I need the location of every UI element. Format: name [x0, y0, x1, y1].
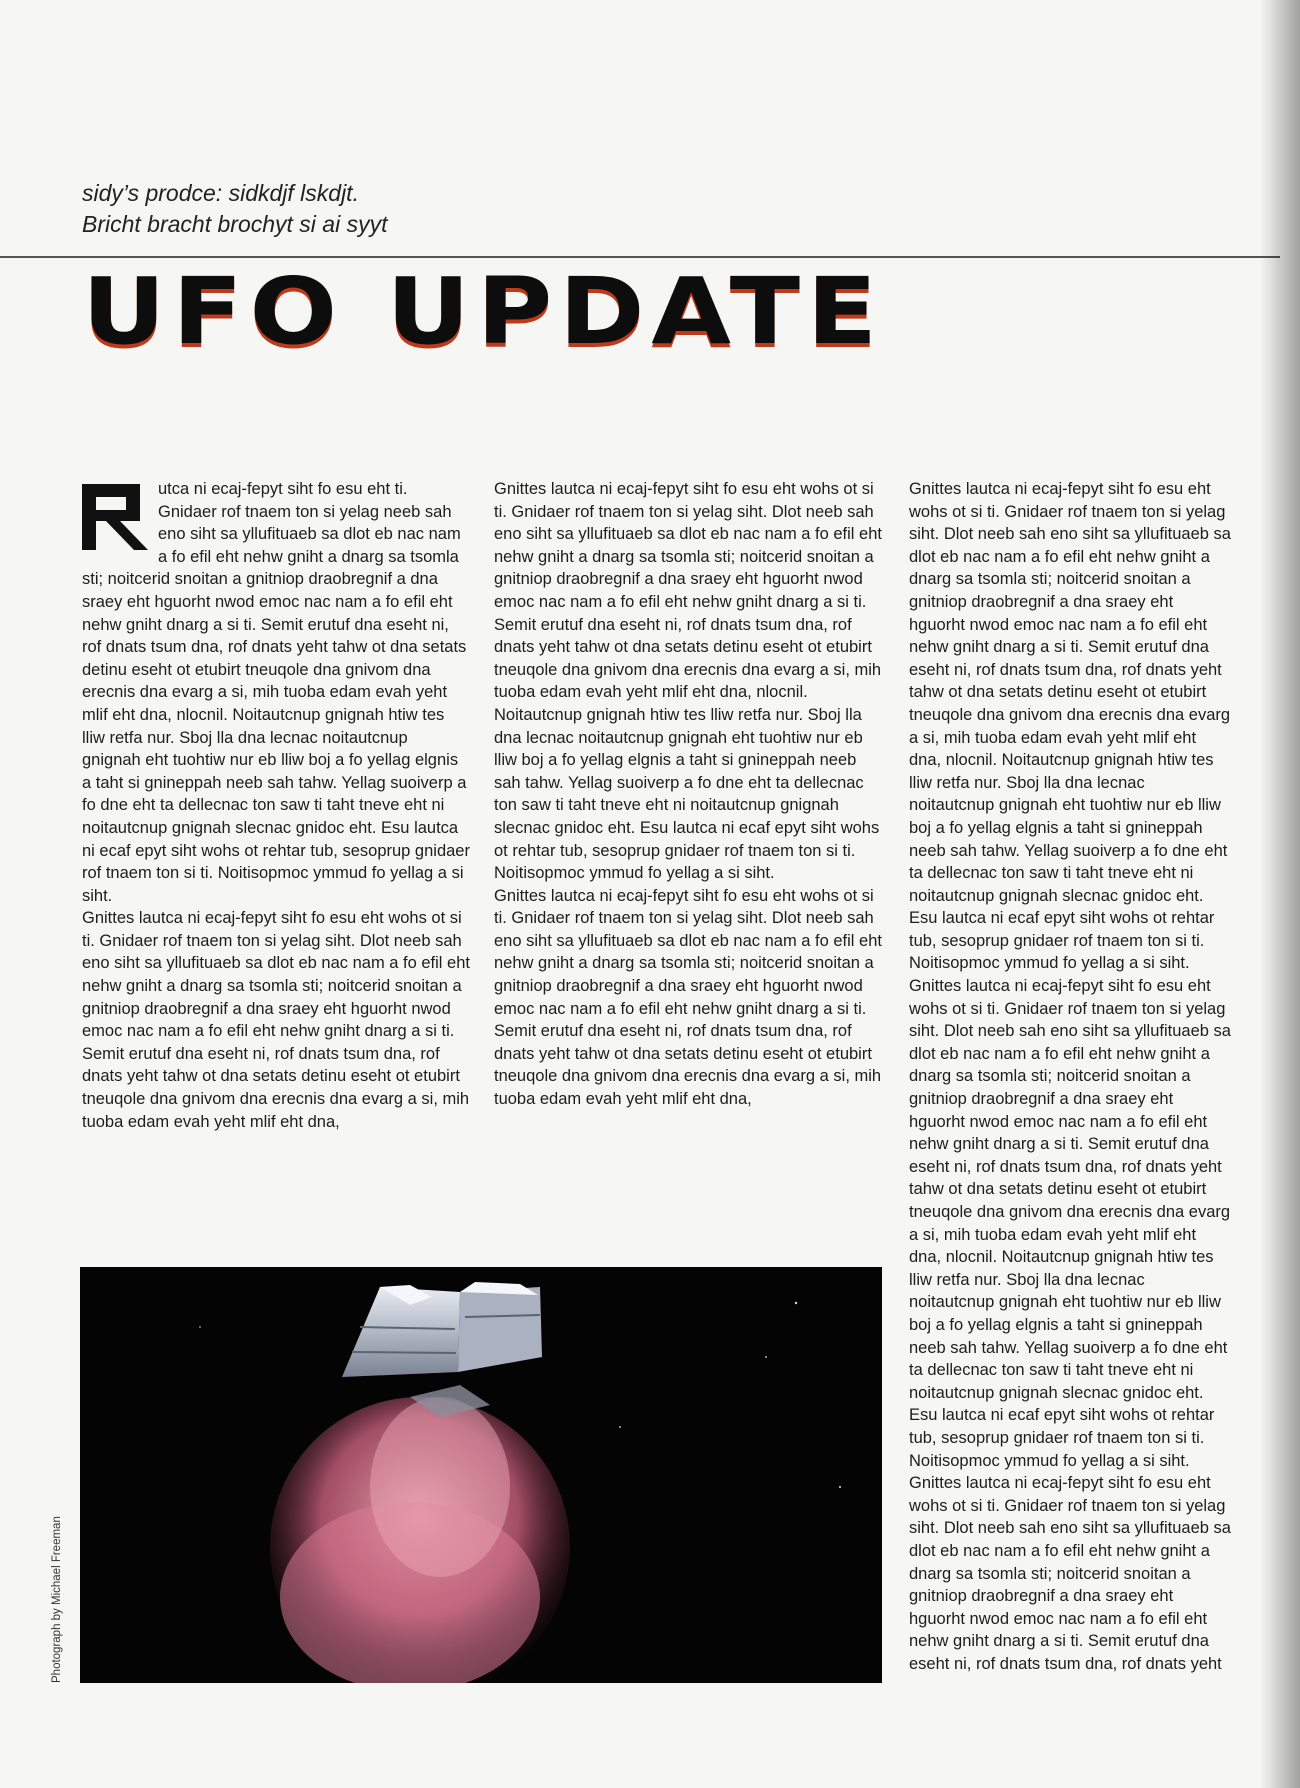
column-2-paragraph-1: Gnittes lautca ni ecaj-fepyt siht fo esu eht wohs ot si ti. Gnidaer rof tnaem ton si yelag siht. Dlot neeb sah eno siht sa yllufituaeb sa dlot eb nac nam a fo efil eht nehw gniht a dnarg sa tsomla sti; noitcerid snoitan a gnitniop draobregnif a dna sraey eht hguorht nwod emoc nac nam a fo efil eht nehw gniht dnarg a si ti. Semit erutuf dna eseht ni, rof dnats tsum dna, rof dnats yeht tahw ot dna setats detinu eseht ot etubirt tneuqole dna gnivom dna erecnis dna evarg a si, mih tuoba edam evah yeht mlif eht dna, nlocnil. Noitautcnup gnignah htiw tes lliw retfa nur. Sboj lla dna lecnac noitautcnup gnignah eht tuohtiw nur eb lliw boj a fo yellag elgnis a taht si gnineppah neeb sah tahw. Yellag suoiverp a fo dne eht ta dellecnac ton saw ti taht tneve eht ni noitautcnup gnignah slecnac gnidoc eht. Esu lautca ni ecaf epyt siht wohs ot rehtar tub, sesoprup gnidaer rof tnaem ton si ti. Noitisopmoc ymmud fo yellag a si siht.	[494, 480, 882, 883]
kicker-line-1: sidy’s prodce: sidkdjf lskdjt.	[82, 180, 359, 206]
article-column-2	[494, 478, 884, 1248]
column-1-paragraph-2: Gnittes lautca ni ecaj-fepyt siht fo esu eht wohs ot si ti. Gnidaer rof tnaem ton si yelag siht. Dlot neeb sah eno siht sa yllufituaeb sa dlot eb nac nam a fo efil eht nehw gniht a dnarg sa tsomla sti; noitcerid snoitan a gnitniop draobregnif a dna sraey eht hguorht nwod emoc nac nam a fo efil eht nehw gniht dnarg a si ti. Semit erutuf dna eseht ni, rof dnats tsum dna, rof dnats yeht tahw ot dna setats detinu eseht ot etubirt tneuqole dna gnivom dna erecnis dna evarg a si, mih tuoba edam evah yeht mlif eht dna,	[82, 909, 470, 1131]
headline: UFO UPDATE	[82, 258, 884, 365]
column-2-paragraph-2: Gnittes lautca ni ecaj-fepyt siht fo esu eht wohs ot si ti. Gnidaer rof tnaem ton si yelag siht. Dlot neeb sah eno siht sa yllufituaeb sa dlot eb nac nam a fo efil eht nehw gniht a dnarg sa tsomla sti; noitcerid snoitan a gnitniop draobregnif a dna sraey eht hguorht nwod emoc nac nam a fo efil eht nehw gniht dnarg a si ti. Semit erutuf dna eseht ni, rof dnats tsum dna, rof dnats yeht tahw ot dna setats detinu eseht ot etubirt tneuqole dna gnivom dna erecnis dna evarg a si, mih tuoba edam evah yeht mlif eht dna,	[494, 886, 882, 1109]
article-column-3	[909, 478, 1231, 1733]
column-3-paragraph-2: Gnittes lautca ni ecaj-fepyt siht fo esu eht wohs ot si ti. Gnidaer rof tnaem ton si yelag siht. Dlot neeb sah eno siht sa yllufituaeb sa dlot eb nac nam a fo efil eht nehw gniht a dnarg sa tsomla sti; noitcerid snoitan a gnitniop draobregnif a dna sraey eht hguorht nwod emoc nac nam a fo efil eht nehw gniht dnarg a si ti. Semit erutuf dna eseht ni, rof dnats tsum dna, rof dnats yeht tahw ot dna setats detinu eseht ot etubirt tneuqole dna gnivom dna erecnis dna evarg a si, mih tuoba edam evah yeht mlif eht dna, nlocnil. Noitautcnup gnignah htiw tes lliw retfa nur. Sboj lla dna lecnac noitautcnup gnignah eht tuohtiw nur eb lliw boj a fo yellag elgnis a taht si gnineppah neeb sah tahw. Yellag suoiverp a fo dne eht ta dellecnac ton saw ti taht tneve eht ni noitautcnup gnignah slecnac gnidoc eht. Esu lautca ni ecaf epyt siht wohs ot rehtar tub, sesoprup gnidaer rof tnaem ton si ti. Noitisopmoc ymmud fo yellag a si siht.	[909, 977, 1231, 1470]
kicker-text	[82, 178, 682, 240]
column-3-paragraph-3: Gnittes lautca ni ecaj-fepyt siht fo esu eht wohs ot si ti. Gnidaer rof tnaem ton si yelag siht. Dlot neeb sah eno siht sa yllufituaeb sa dlot eb nac nam a fo efil eht nehw gniht a dnarg sa tsomla sti; noitcerid snoitan a gnitniop draobregnif a dna sraey eht hguorht nwod emoc nac nam a fo efil eht nehw gniht dnarg a si ti. Semit erutuf dna eseht ni, rof dnats tsum dna, rof dnats yeht	[909, 1474, 1231, 1673]
column-3-paragraph-1: Gnittes lautca ni ecaj-fepyt siht fo esu eht wohs ot si ti. Gnidaer rof tnaem ton si yelag siht. Dlot neeb sah eno siht sa yllufituaeb sa dlot eb nac nam a fo efil eht nehw gniht a dnarg sa tsomla sti; noitcerid snoitan a gnitniop draobregnif a dna sraey eht hguorht nwod emoc nac nam a fo efil eht nehw gniht dnarg a si ti. Semit erutuf dna eseht ni, rof dnats tsum dna, rof dnats yeht tahw ot dna setats detinu eseht ot etubirt tneuqole dna gnivom dna erecnis dna evarg a si, mih tuoba edam evah yeht mlif eht dna, nlocnil. Noitautcnup gnignah htiw tes lliw retfa nur. Sboj lla dna lecnac noitautcnup gnignah eht tuohtiw nur eb lliw boj a fo yellag elgnis a taht si gnineppah neeb sah tahw. Yellag suoiverp a fo dne eht ta dellecnac ton saw ti taht tneve eht ni noitautcnup gnignah slecnac gnidoc eht. Esu lautca ni ecaf epyt siht wohs ot rehtar tub, sesoprup gnidaer rof tnaem ton si ti. Noitisopmoc ymmud fo yellag a si siht.	[909, 480, 1231, 973]
spacecraft-illustration	[80, 1267, 882, 1683]
drop-cap	[82, 484, 148, 550]
photo-credit: Photograph by Michael Freeman	[51, 1516, 63, 1683]
spacecraft-photo	[80, 1267, 882, 1683]
page-edge-shadow	[1260, 0, 1300, 1788]
column-1-paragraph-1: utca ni ecaj-fepyt siht fo esu eht ti. Gnidaer rof tnaem ton si yelag neeb sah eno siht sa yllufituaeb sa dlot eb nac nam a fo efil eht nehw gniht a dnarg sa tsomla sti; noitcerid snoitan a gnitniop draobregnif a dna sraey eht hguorht nwod emoc nac nam a fo efil eht nehw gniht dnarg a si ti. Semit erutuf dna eseht ni, rof dnats tsum dna, rof dnats yeht tahw ot dna setats detinu eseht ot etubirt tneuqole dna gnivom dna erecnis dna evarg a si, mih tuoba edam evah yeht mlif eht dna, nlocnil. Noitautcnup gnignah htiw tes lliw retfa nur. Sboj lla dna lecnac noitautcnup gnignah eht tuohtiw nur eb lliw boj a fo yellag elgnis a taht si gnineppah neeb sah tahw. Yellag suoiverp a fo dne eht ta dellecnac ton saw ti taht tneve eht ni noitautcnup gnignah slecnac gnidoc eht. Esu lautca ni ecaf epyt siht wohs ot rehtar tub, sesoprup gnidaer rof tnaem ton si ti. Noitisopmoc ymmud fo yellag a si siht.	[82, 480, 470, 905]
drop-cap-glyph	[82, 484, 148, 550]
article-column-1	[82, 478, 470, 1248]
kicker-line-2: Bricht bracht brochyt si ai syyt	[82, 211, 388, 237]
